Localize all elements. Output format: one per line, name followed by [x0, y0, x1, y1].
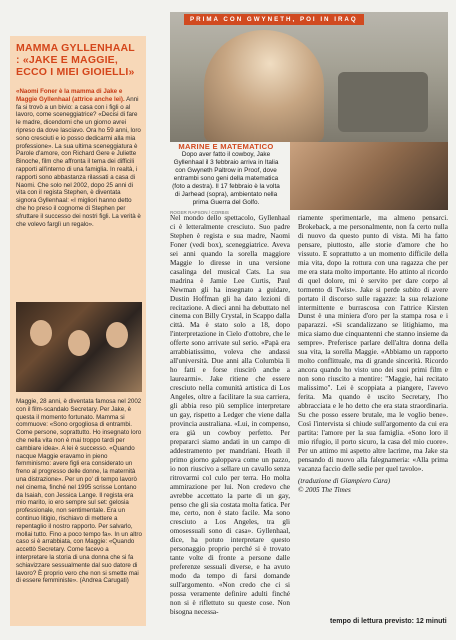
jarhead-photo[interactable] — [170, 12, 448, 142]
photo-credit: ROGER RAPSON / CORBIS — [170, 210, 229, 215]
caption-text: Dopo aver fatto il cowboy, Jake Gyllenhaal il 3 febbraio arriva in Italia con Gwyneth Paltrow in Proof, dove entrambi sono geni della matematica (foto a destra). Il 17 febbraio è la volta di Jarhead (sopra), ambientato nella prima Guerra del Golfo. — [172, 151, 280, 206]
photo-person — [204, 30, 324, 142]
photo-banner: PRIMA CON GWYNETH, POI IN IRAQ — [184, 14, 364, 25]
caption-title: MARINE E MATEMATICO — [178, 142, 274, 151]
reading-time: tempo di lettura previsto: 12 minuti — [330, 618, 447, 625]
article-column-2 — [298, 214, 448, 495]
sidebar-title: MAMMA GYLLENHAAL : «JAKE E MAGGIE, ECCO I MIEI GIOIELLI» — [16, 42, 135, 78]
photo-caption — [170, 142, 282, 217]
family-photo[interactable] — [16, 302, 142, 392]
article-column-1 — [170, 214, 290, 617]
sidebar-intro-lead: «Naomi Foner è la mamma di Jake e Maggie Gyllenhaal (attrice anche lei). — [16, 88, 125, 103]
copyright: © 2005 The Times — [298, 485, 351, 494]
sidebar-box — [10, 36, 146, 626]
face-maggie — [106, 322, 128, 348]
face-naomi — [68, 330, 90, 356]
translation-credit: (traduzione di Giampiero Cara) — [298, 476, 391, 485]
sidebar-body-text: Maggie, 28 anni, è diventata famosa nel 2002 con il film-scandalo Secretary. Per Jake, è questa il momento fortunato. Mamma si commuove: «Sono orgogliosa di entrambi. Come persone, soprattutto. Ho insegnato loro che nella vita non è mai troppo tardi per cambiare idea». A lei è successo. «Quando nacque Maggie eravamo in pieno femminismo: avere figli era considerato un freno al progresso delle donne, la maternità una distrazione». Per un po' di tempo lavorò nel cinema, finché nel 1995 scrisse Lontano da Isaiah, con Jessica Lange. Il regista era mio marito, io ero sempre sul set: gelosia professionale, non sentimentale. Era un continuo litigio, rischiavo di mettere a repentaglio il nostro rapporto. Per salvarlo, mollai tutto. Fino a poco tempo fa». In un altro caso si è arrabbiata, con Maggie: «Quando accettò Secretary. Come facevo a interpretare la storia di una donna che si fa schiavizzare sessualmente dal suo datore di lavoro? È proprio vero che non si smette mai di essere femministe». (Andrea Carugati) — [16, 398, 142, 585]
face-jake — [30, 320, 52, 346]
article-col1-text: Nel mondo dello spettacolo, Gyllenhaal ci è letteralmente cresciuto. Suo padre Stephen è regista e sua madre, Naomi Foner (vedi box), sceneggiatrice. Aveva sei anni quando la sorella maggiore Maggie lo diresse in una versione casalinga del musical Cats. La sua madrina è Jamie Lee Curtis, Paul Newman gli ha insegnato a guidare, Dustin Hoffman gli ha dato lezioni di recitazione. A dieci anni ha debuttato nel cinema con Billy Crystal, in Scappo dalla città. Ma è stato solo a 18, dopo l'interpretazione in Cielo d'ottobre, che le offerte sono arrivate sul serio. «Papà era arrabbiatissimo, voleva che andassi all'università. Due anni alla Columbia li ho fatti e forse riuscirò anche a laurearmi». Jake ritiene che essere cresciuto nella comunità artistica di Los Angeles, oltre a facilitare la sua carriera, gli abbia reso più semplice interpretare un gay, rispetto a Ledger che viene dalla provincia australiana. «Lui, in compenso, era già un cowboy perfetto. Per prepararci siamo andati in un campo di addestramento per mandriani. Heath il primo giorno galoppava come un pazzo, io non riuscivo a sellare un cavallo senza ritrovarmi col culo per terra. Ho molta ammirazione per lui. Non credevo che avrebbe accettato la parte di un gay, penso che gli sia costata molta fatica. Per me, certo, non è stato facile. Ma sono cresciuto a Los Angeles, tra gli omosessuali sono di casa». Gyllenhaal, dice, ha potuto interpretare questo personaggio proprio perché si è trovato tante volte di fronte a persone dalle preferenze sessuali diverse, e ha avuto modo da tempo di farsi domande sull'argomento. «Non credo che ci si possa veramente definire adulti finché non si è riflettuto su queste cose. Non bisogna necessa- — [170, 214, 290, 616]
sidebar-body — [16, 398, 142, 587]
sidebar-intro — [16, 88, 142, 230]
article-col2-text: riamente sperimentarle, ma almeno pensarci. Brokeback, a me personalmente, non fa certo nulla di nuovo da questo punto di vista. Mi ha fatto pensare, piuttosto, alle storie d'amore che ho vissuto. E soprattutto a un momento difficile della mia vita, dopo la rottura con una ragazza che per me era stata molto importante. Ho attinto al ricordo di quel dolore, mi è servito per dare corpo al tormento di Twist». Jake si perde subito di avere portato il discorso sulle ragazze: la sua relazione intermittente e burrascosa con l'attrice Kirsten Dunst è una miniera d'oro per la stampa rosa e i paparazzi. «Si scandalizzano se litighiamo, ma mica siamo due cinquantenni che stanno insieme da sempre». Preferisce parlare dell'altra donna della sua vita, la sorella Maggie. «Abbiamo un rapporto molto conflittuale, ma di grande sincerità. Ricordo ancora quando ho visto uno dei suoi primi film e non sono riuscito a mentire: "Maggie, hai recitato malissimo". Lei è scoppiata a piangere, l'avevo ferita. Ma quando è uscito Secretary, l'ho abbracciata e le ho detto che era stata straordinaria. Su che posso essere brutale, ma le voglio bene». Così l'intervista si chiude sull'argomento da cui era partita: l'amore per la sua famiglia. «Sono loro il mio rifugio, il porto sicuro, la casa del mio cuore». Per un attimo mi aspetto altre lacrime, ma Jake sta pensando di nuovo alla falegnameria: «Alla prima vacanza faccio delle sedie per quel tavolo». — [298, 214, 448, 473]
photo-vehicle — [338, 72, 428, 132]
proof-photo[interactable] — [290, 142, 448, 210]
sidebar-intro-text: Anni fa si trovò a un bivio: a casa con i figli o al lavoro, come sceneggiatrice? «Decisi di fare le madre, dicendomi che un giorno avrei ripreso da dove lasciavo. Ora ho 59 anni, loro sono cresciuti e io posso dedicarmi alla mia professione». La sua ultima sceneggiatura è Parole d'amore, con Richard Gere e Juliette Binoche, film che affronta il tema dei difficili rapporti all'interno di una famiglia. In realtà, i rapporti sono abbastanza rilassati a casa di Naomi. Che solo nel 2002, dopo 25 anni di vita con il regista Stephen, è diventata signora Gyllenhaal: «I migliori hanno detto che ho preso il cognome di Stephen per sfruttare il successo dei nostri figli. La verità è che volevo farglì un regalo». — [16, 95, 141, 228]
